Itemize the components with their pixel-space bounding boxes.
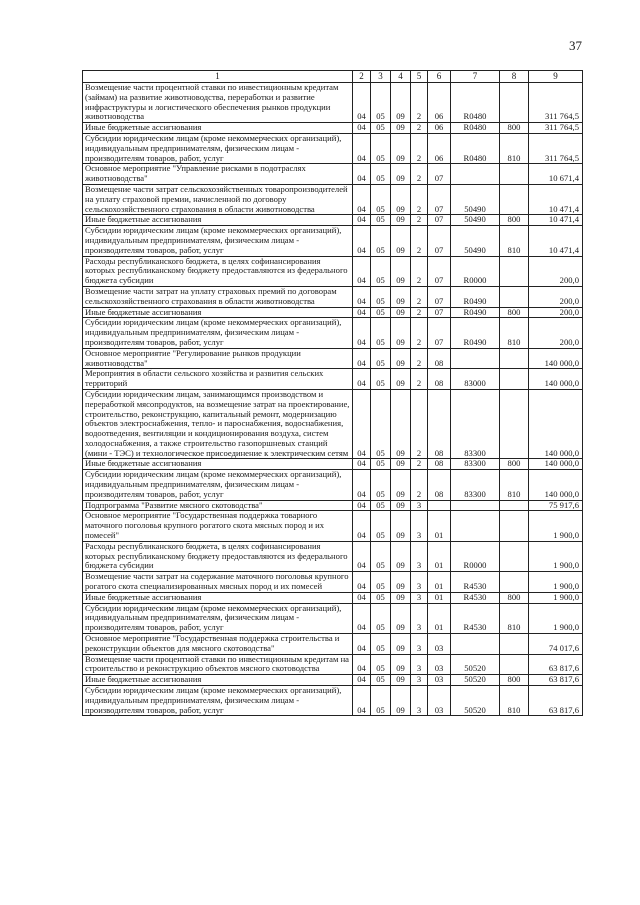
code-vr: 800 <box>500 592 529 603</box>
amount: 140 000,0 <box>529 459 583 470</box>
table-row <box>83 226 583 256</box>
code-event: 07 <box>428 226 451 256</box>
row-description: Субсидии юридическим лицам (кроме некоммерческих организаций), индивидуальным предпринимателям, физическим лицам - производителям товаров, работ, услуг <box>83 470 353 500</box>
amount: 63 817,6 <box>529 675 583 686</box>
code-direction <box>451 348 500 369</box>
code-event: 07 <box>428 307 451 318</box>
code-subprog: 2 <box>411 133 428 163</box>
code-event: 01 <box>428 603 451 633</box>
code-pr: 09 <box>391 256 411 286</box>
code-direction: R0480 <box>451 133 500 163</box>
code-gr: 04 <box>353 500 371 511</box>
code-gr: 04 <box>353 83 371 123</box>
code-direction: 50490 <box>451 215 500 226</box>
code-gr: 04 <box>353 123 371 134</box>
code-vr <box>500 654 529 675</box>
code-rz: 05 <box>371 389 391 459</box>
row-description: Иные бюджетные ассигнования <box>83 459 353 470</box>
code-event: 07 <box>428 318 451 348</box>
code-gr: 04 <box>353 459 371 470</box>
code-event: 03 <box>428 634 451 655</box>
code-pr: 09 <box>391 164 411 185</box>
code-gr: 04 <box>353 184 371 214</box>
code-direction: R0480 <box>451 123 500 134</box>
table-row <box>83 470 583 500</box>
code-pr: 09 <box>391 123 411 134</box>
table-row <box>83 256 583 286</box>
code-direction: R0490 <box>451 307 500 318</box>
code-pr: 09 <box>391 541 411 571</box>
code-pr: 09 <box>391 286 411 307</box>
code-direction: 83300 <box>451 459 500 470</box>
code-gr: 04 <box>353 634 371 655</box>
code-rz: 05 <box>371 348 391 369</box>
row-description: Иные бюджетные ассигнования <box>83 215 353 226</box>
code-subprog: 3 <box>411 603 428 633</box>
code-vr <box>500 83 529 123</box>
amount: 140 000,0 <box>529 389 583 459</box>
budget-table <box>82 70 583 716</box>
code-event: 07 <box>428 164 451 185</box>
code-rz: 05 <box>371 133 391 163</box>
row-description: Основное мероприятие "Государственная поддержка товарного маточного поголовья крупного рогатого скота мясных пород и их помесей" <box>83 511 353 541</box>
code-event: 03 <box>428 686 451 716</box>
code-rz: 05 <box>371 256 391 286</box>
table-row <box>83 164 583 185</box>
code-vr: 810 <box>500 686 529 716</box>
code-vr <box>500 541 529 571</box>
row-description: Мероприятия в области сельского хозяйства и развития сельских территорий <box>83 369 353 390</box>
header-cell: 1 <box>83 71 353 83</box>
row-description: Основное мероприятие "Государственная поддержка строительства и реконструкции объектов для мясного скотоводства" <box>83 634 353 655</box>
code-subprog: 2 <box>411 184 428 214</box>
header-cell: 8 <box>500 71 529 83</box>
code-gr: 04 <box>353 215 371 226</box>
code-gr: 04 <box>353 470 371 500</box>
code-gr: 04 <box>353 318 371 348</box>
code-subprog: 3 <box>411 541 428 571</box>
amount: 10 671,4 <box>529 164 583 185</box>
table-row <box>83 592 583 603</box>
table-row <box>83 459 583 470</box>
row-description: Возмещение части затрат сельскохозяйственных товаропроизводителей на уплату страховой премии, начисленной по договору сельскохозяйственного страхования в области животноводства <box>83 184 353 214</box>
code-direction <box>451 511 500 541</box>
amount: 74 017,6 <box>529 634 583 655</box>
table-row <box>83 215 583 226</box>
code-gr: 04 <box>353 654 371 675</box>
code-gr: 04 <box>353 603 371 633</box>
code-direction: R4530 <box>451 603 500 633</box>
code-vr: 800 <box>500 675 529 686</box>
header-cell: 3 <box>371 71 391 83</box>
code-pr: 09 <box>391 511 411 541</box>
table-row <box>83 307 583 318</box>
amount: 63 817,6 <box>529 654 583 675</box>
amount: 1 900,0 <box>529 572 583 593</box>
code-gr: 04 <box>353 541 371 571</box>
code-direction: R0000 <box>451 541 500 571</box>
table-row <box>83 634 583 655</box>
code-subprog: 3 <box>411 500 428 511</box>
row-description: Возмещение части процентной ставки по инвестиционным кредитам (займам) на развитие животноводства, переработки и развитие инфраструктуры и логистического обеспечения рынков продукции животноводства <box>83 83 353 123</box>
page-number: 37 <box>569 38 582 53</box>
code-direction: R4530 <box>451 592 500 603</box>
code-gr: 04 <box>353 592 371 603</box>
code-direction: 50520 <box>451 675 500 686</box>
amount: 200,0 <box>529 307 583 318</box>
row-description: Возмещение части затрат на уплату страховых премий по договорам сельскохозяйственного страхования в области животноводства <box>83 286 353 307</box>
table-row <box>83 133 583 163</box>
code-gr: 04 <box>353 675 371 686</box>
code-event: 03 <box>428 654 451 675</box>
code-rz: 05 <box>371 511 391 541</box>
code-event: 08 <box>428 470 451 500</box>
table-row <box>83 603 583 633</box>
code-subprog: 2 <box>411 226 428 256</box>
row-description: Иные бюджетные ассигнования <box>83 592 353 603</box>
table-header-row <box>83 71 583 83</box>
code-vr <box>500 369 529 390</box>
code-vr: 800 <box>500 215 529 226</box>
table-row <box>83 184 583 214</box>
code-direction <box>451 634 500 655</box>
code-rz: 05 <box>371 123 391 134</box>
header-cell: 5 <box>411 71 428 83</box>
code-pr: 09 <box>391 389 411 459</box>
code-vr <box>500 348 529 369</box>
code-subprog: 2 <box>411 215 428 226</box>
code-pr: 09 <box>391 83 411 123</box>
amount: 311 764,5 <box>529 133 583 163</box>
row-description: Иные бюджетные ассигнования <box>83 675 353 686</box>
code-event: 08 <box>428 369 451 390</box>
amount: 200,0 <box>529 286 583 307</box>
amount: 1 900,0 <box>529 603 583 633</box>
code-subprog: 3 <box>411 634 428 655</box>
code-vr: 810 <box>500 603 529 633</box>
code-subprog: 3 <box>411 511 428 541</box>
code-event: 01 <box>428 572 451 593</box>
code-subprog: 2 <box>411 459 428 470</box>
code-event: 07 <box>428 184 451 214</box>
code-gr: 04 <box>353 307 371 318</box>
code-gr: 04 <box>353 226 371 256</box>
code-vr <box>500 500 529 511</box>
row-description: Подпрограмма "Развитие мясного скотоводства" <box>83 500 353 511</box>
code-subprog: 2 <box>411 318 428 348</box>
code-pr: 09 <box>391 348 411 369</box>
code-rz: 05 <box>371 572 391 593</box>
code-vr <box>500 184 529 214</box>
code-pr: 09 <box>391 307 411 318</box>
row-description: Основное мероприятие "Управление рисками в подотраслях животноводства" <box>83 164 353 185</box>
table-row <box>83 541 583 571</box>
code-direction <box>451 164 500 185</box>
code-subprog: 3 <box>411 592 428 603</box>
code-gr: 04 <box>353 686 371 716</box>
amount: 140 000,0 <box>529 348 583 369</box>
row-description: Субсидии юридическим лицам (кроме некоммерческих организаций), индивидуальным предпринимателям, физическим лицам - производителям товаров, работ, услуг <box>83 603 353 633</box>
code-pr: 09 <box>391 686 411 716</box>
code-gr: 04 <box>353 133 371 163</box>
amount: 10 471,4 <box>529 226 583 256</box>
amount: 1 900,0 <box>529 592 583 603</box>
code-pr: 09 <box>391 318 411 348</box>
amount: 311 764,5 <box>529 83 583 123</box>
code-rz: 05 <box>371 686 391 716</box>
code-gr: 04 <box>353 256 371 286</box>
code-vr: 810 <box>500 226 529 256</box>
amount: 10 471,4 <box>529 215 583 226</box>
code-event: 01 <box>428 592 451 603</box>
code-direction: R4530 <box>451 572 500 593</box>
code-vr: 810 <box>500 318 529 348</box>
row-description: Расходы республиканского бюджета, в целях софинансирования которых республиканскому бюджету предоставляются из федерального бюджета субсидии <box>83 541 353 571</box>
code-direction: 83300 <box>451 389 500 459</box>
table-row <box>83 500 583 511</box>
code-vr <box>500 572 529 593</box>
code-gr: 04 <box>353 286 371 307</box>
code-vr <box>500 389 529 459</box>
code-vr <box>500 634 529 655</box>
code-event: 01 <box>428 541 451 571</box>
code-vr: 800 <box>500 307 529 318</box>
row-description: Субсидии юридическим лицам (кроме некоммерческих организаций), индивидуальным предпринимателям, физическим лицам - производителям товаров, работ, услуг <box>83 318 353 348</box>
table-row <box>83 675 583 686</box>
code-pr: 09 <box>391 572 411 593</box>
code-direction: R0490 <box>451 286 500 307</box>
code-event: 08 <box>428 348 451 369</box>
amount: 200,0 <box>529 318 583 348</box>
code-subprog: 2 <box>411 389 428 459</box>
code-pr: 09 <box>391 470 411 500</box>
code-rz: 05 <box>371 592 391 603</box>
code-subprog: 3 <box>411 675 428 686</box>
code-subprog: 2 <box>411 123 428 134</box>
code-rz: 05 <box>371 215 391 226</box>
code-pr: 09 <box>391 675 411 686</box>
table-row <box>83 369 583 390</box>
row-description: Иные бюджетные ассигнования <box>83 307 353 318</box>
table-row <box>83 318 583 348</box>
code-gr: 04 <box>353 511 371 541</box>
code-event: 07 <box>428 215 451 226</box>
code-event: 06 <box>428 83 451 123</box>
code-rz: 05 <box>371 83 391 123</box>
table-row <box>83 686 583 716</box>
code-subprog: 3 <box>411 572 428 593</box>
code-pr: 09 <box>391 592 411 603</box>
code-rz: 05 <box>371 184 391 214</box>
code-gr: 04 <box>353 348 371 369</box>
code-subprog: 3 <box>411 654 428 675</box>
code-rz: 05 <box>371 286 391 307</box>
amount: 75 917,6 <box>529 500 583 511</box>
code-subprog: 2 <box>411 83 428 123</box>
row-description: Возмещение части процентной ставки по инвестиционным кредитам на строительство и реконструкцию объектов мясного скотоводства <box>83 654 353 675</box>
code-event: 07 <box>428 286 451 307</box>
code-vr <box>500 511 529 541</box>
amount: 10 471,4 <box>529 184 583 214</box>
code-rz: 05 <box>371 164 391 185</box>
code-vr <box>500 286 529 307</box>
table-row <box>83 123 583 134</box>
table-row <box>83 572 583 593</box>
header-cell: 6 <box>428 71 451 83</box>
code-event: 08 <box>428 389 451 459</box>
header-cell: 9 <box>529 71 583 83</box>
code-pr: 09 <box>391 215 411 226</box>
code-rz: 05 <box>371 369 391 390</box>
code-pr: 09 <box>391 603 411 633</box>
row-description: Субсидии юридическим лицам (кроме некоммерческих организаций), индивидуальным предпринимателям, физическим лицам - производителям товаров, работ, услуг <box>83 133 353 163</box>
code-event: 03 <box>428 675 451 686</box>
code-vr <box>500 164 529 185</box>
code-subprog: 2 <box>411 348 428 369</box>
code-subprog: 2 <box>411 470 428 500</box>
table-row <box>83 83 583 123</box>
row-description: Субсидии юридическим лицам, занимающимся производством и переработкой мясопродуктов, на возмещение затрат на проектирование, строительство, реконструкцию, капитальный ремонт, модернизацию объектов электроснабжения, тепло- и пароснабжения, водоснабжения, водоотведения, вентиляции и кондиционирования воздуха, систем холодоснабжения, а также строительство газопоршневых станций (мини - ТЭС) и технологическое присоединение к электрическим сетям <box>83 389 353 459</box>
amount: 140 000,0 <box>529 470 583 500</box>
code-rz: 05 <box>371 654 391 675</box>
code-pr: 09 <box>391 459 411 470</box>
row-description: Расходы республиканского бюджета, в целях софинансирования которых республиканскому бюджету предоставляются из федерального бюджета субсидии <box>83 256 353 286</box>
code-pr: 09 <box>391 634 411 655</box>
code-gr: 04 <box>353 572 371 593</box>
row-description: Основное мероприятие "Регулирование рынков продукции животноводства" <box>83 348 353 369</box>
code-rz: 05 <box>371 470 391 500</box>
code-direction: 50490 <box>451 184 500 214</box>
code-vr: 800 <box>500 123 529 134</box>
code-rz: 05 <box>371 226 391 256</box>
code-direction: R0490 <box>451 318 500 348</box>
code-gr: 04 <box>353 369 371 390</box>
code-event: 08 <box>428 459 451 470</box>
header-cell: 2 <box>353 71 371 83</box>
code-rz: 05 <box>371 675 391 686</box>
code-event: 07 <box>428 256 451 286</box>
code-direction: R0480 <box>451 83 500 123</box>
code-rz: 05 <box>371 307 391 318</box>
code-subprog: 2 <box>411 307 428 318</box>
code-subprog: 2 <box>411 164 428 185</box>
code-pr: 09 <box>391 184 411 214</box>
code-rz: 05 <box>371 318 391 348</box>
row-description: Возмещение части затрат на содержание маточного поголовья крупного рогатого скота специализированных мясных пород и их помесей <box>83 572 353 593</box>
code-pr: 09 <box>391 500 411 511</box>
code-direction <box>451 500 500 511</box>
header-cell: 4 <box>391 71 411 83</box>
code-subprog: 2 <box>411 256 428 286</box>
amount: 311 764,5 <box>529 123 583 134</box>
code-rz: 05 <box>371 634 391 655</box>
code-rz: 05 <box>371 603 391 633</box>
code-direction: 83000 <box>451 369 500 390</box>
code-direction: 50520 <box>451 654 500 675</box>
code-direction: 83300 <box>451 470 500 500</box>
code-gr: 04 <box>353 164 371 185</box>
table-row <box>83 348 583 369</box>
amount: 1 900,0 <box>529 541 583 571</box>
code-subprog: 2 <box>411 369 428 390</box>
row-description: Субсидии юридическим лицам (кроме некоммерческих организаций), индивидуальным предпринимателям, физическим лицам - производителям товаров, работ, услуг <box>83 226 353 256</box>
code-direction: 50520 <box>451 686 500 716</box>
code-event: 06 <box>428 133 451 163</box>
code-rz: 05 <box>371 541 391 571</box>
code-direction: R0000 <box>451 256 500 286</box>
amount: 140 000,0 <box>529 369 583 390</box>
table-row <box>83 286 583 307</box>
header-cell: 7 <box>451 71 500 83</box>
code-direction: 50490 <box>451 226 500 256</box>
amount: 200,0 <box>529 256 583 286</box>
row-description: Иные бюджетные ассигнования <box>83 123 353 134</box>
code-vr <box>500 256 529 286</box>
amount: 1 900,0 <box>529 511 583 541</box>
code-subprog: 3 <box>411 686 428 716</box>
code-pr: 09 <box>391 226 411 256</box>
code-gr: 04 <box>353 389 371 459</box>
amount: 63 817,6 <box>529 686 583 716</box>
code-subprog: 2 <box>411 286 428 307</box>
table-row <box>83 389 583 459</box>
code-pr: 09 <box>391 654 411 675</box>
code-pr: 09 <box>391 133 411 163</box>
code-pr: 09 <box>391 369 411 390</box>
code-vr: 800 <box>500 459 529 470</box>
code-event: 06 <box>428 123 451 134</box>
row-description: Субсидии юридическим лицам (кроме некоммерческих организаций), индивидуальным предпринимателям, физическим лицам - производителям товаров, работ, услуг <box>83 686 353 716</box>
code-event <box>428 500 451 511</box>
table-row <box>83 511 583 541</box>
code-rz: 05 <box>371 500 391 511</box>
code-rz: 05 <box>371 459 391 470</box>
code-vr: 810 <box>500 133 529 163</box>
code-event: 01 <box>428 511 451 541</box>
table-row <box>83 654 583 675</box>
code-vr: 810 <box>500 470 529 500</box>
